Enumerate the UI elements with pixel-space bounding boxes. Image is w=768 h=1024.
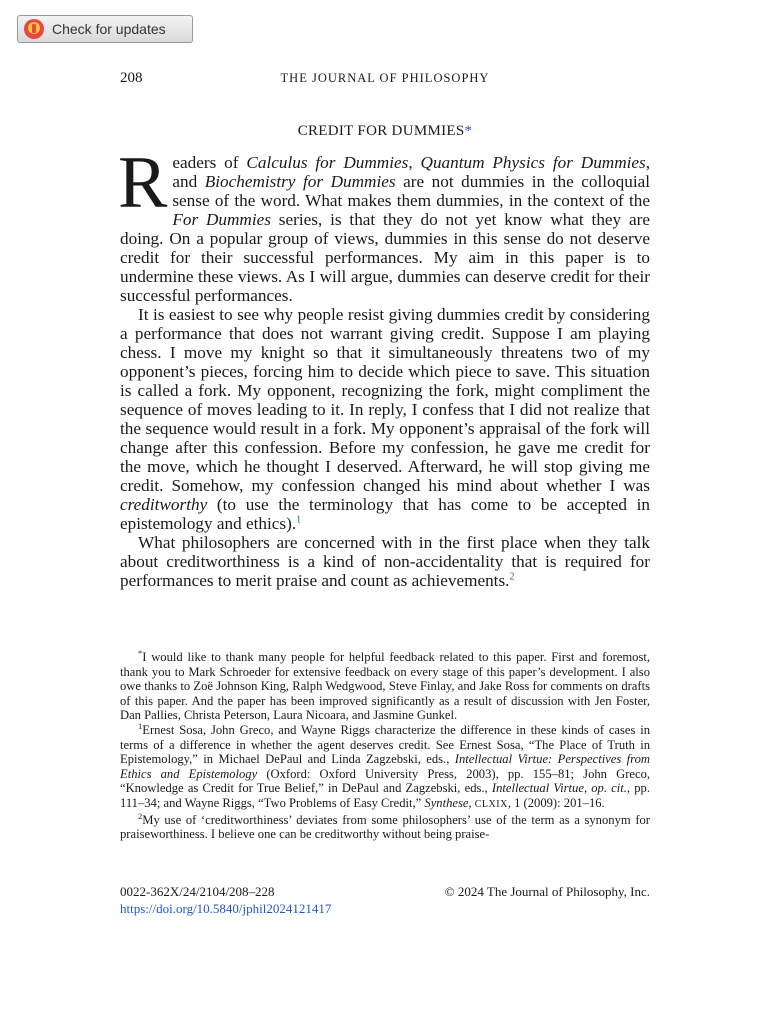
update-badge-icon bbox=[24, 19, 44, 39]
page-number: 208 bbox=[120, 70, 143, 86]
journal-title: THE JOURNAL OF PHILOSOPHY bbox=[280, 71, 490, 85]
copyright: © 2024 The Journal of Philosophy, Inc. bbox=[444, 884, 650, 899]
check-for-updates-label: Check for updates bbox=[52, 21, 166, 37]
paragraph-1: Readers of Calculus for Dummies, Quantum Physics for Dummies, and Biochemistry for Dummies are not dummies in the colloquial sense of the word. What makes them dummies, in the context of the For Dummies series, is that they do not yet know what they are doing. On a popular group of views, dummies in this sense do not deserve credit for their successful performances. My aim in this paper is to undermine these views. As I will argue, dummies can deserve credit for their successful performances. bbox=[118, 142, 651, 305]
article-title bbox=[120, 123, 650, 140]
footnote-ref-1[interactable]: 1 bbox=[296, 514, 302, 526]
paragraph-3: What philosophers are concerned with in the first place when they talk about creditworthiness is a kind of non-accidentality that is required for performances to merit praise and count as achievements.$^2$ bbox=[120, 533, 650, 590]
article-body bbox=[118, 142, 651, 590]
footnote-star: *I would like to thank many people for helpful feedback related to this paper. First and foremost, thank you to Mark Schroeder for extensive feedback on every stage of this paper’s development. I also owe thanks to Zoë Johnson King, Ralph Wedgwood, Steve Finlay, and Jake Ross for comments on drafts of this paper. And the paper has been improved significantly as a result of discussion with Jen Foster, Dan Pallies, Christa Peterson, Laura Nicoara, and Jasmine Gunkel. bbox=[120, 647, 650, 723]
doi-link[interactable]: https://doi.org/10.5840/jphil2024121417 bbox=[120, 901, 332, 916]
article-title-text: CREDIT FOR DUMMIES bbox=[297, 123, 465, 139]
footnotes bbox=[120, 647, 651, 842]
footnote-1: $^1$Ernest Sosa, John Greco, and Wayne Riggs characterize the difference in these kinds of cases in terms of a difference in whether the agent deserves credit. See Ernest Sosa, “The Place of Truth in Epistemology,” in Michael DePaul and Linda Zagzebski, eds., Intellectual Virtue: Perspectives from Ethics and Epistemology (Oxford: Oxford University Press, 2003), pp. 155–81; John Greco, “Knowledge as Credit for True Belief,” in DePaul and Zagzebski, eds., Intellectual Virtue, op. cit., pp. 111–34; and Wayne Riggs, “Two Problems of Easy Credit,” Synthese, CLXIX, 1 (2009): 201–16. bbox=[120, 720, 651, 810]
footnote-ref-2[interactable]: 2 bbox=[509, 571, 515, 583]
footnote-2: $^2$My use of ‘creditworthiness’ deviates from some philosophers’ use of the term as a synonym for praiseworthiness. I believe one can be creditworthy without being praise- bbox=[120, 810, 650, 842]
page-footer bbox=[120, 883, 650, 917]
title-footnote-link[interactable]: * bbox=[464, 123, 473, 139]
paragraph-2: It is easiest to see why people resist giving dummies credit by considering a performance that does not warrant giving credit. Suppose I am playing chess. I move my knight so that it simultaneously threatens two of my opponent’s pieces, forcing him to decide which piece to save. This situation is called a fork. My opponent, recognizing the fork, might compliment the sequence of moves leading to it. In reply, I confess that I did not realize that the sequence would result in a fork. My opponent’s appraisal of the fork will change after this confession. Before my confession, he gave me credit for the move, which he thought I deserved. Afterward, he will stop giving me credit. Somehow, my confession changed his mind about whether I was creditworthy (to use the terminology that has come to be accepted in epistemology and ethics).$^1$ bbox=[120, 305, 650, 533]
issn-line: 0022-362X/24/2104/208–228 bbox=[120, 884, 275, 899]
drop-cap: R bbox=[118, 142, 168, 224]
check-for-updates-button[interactable] bbox=[17, 15, 193, 43]
